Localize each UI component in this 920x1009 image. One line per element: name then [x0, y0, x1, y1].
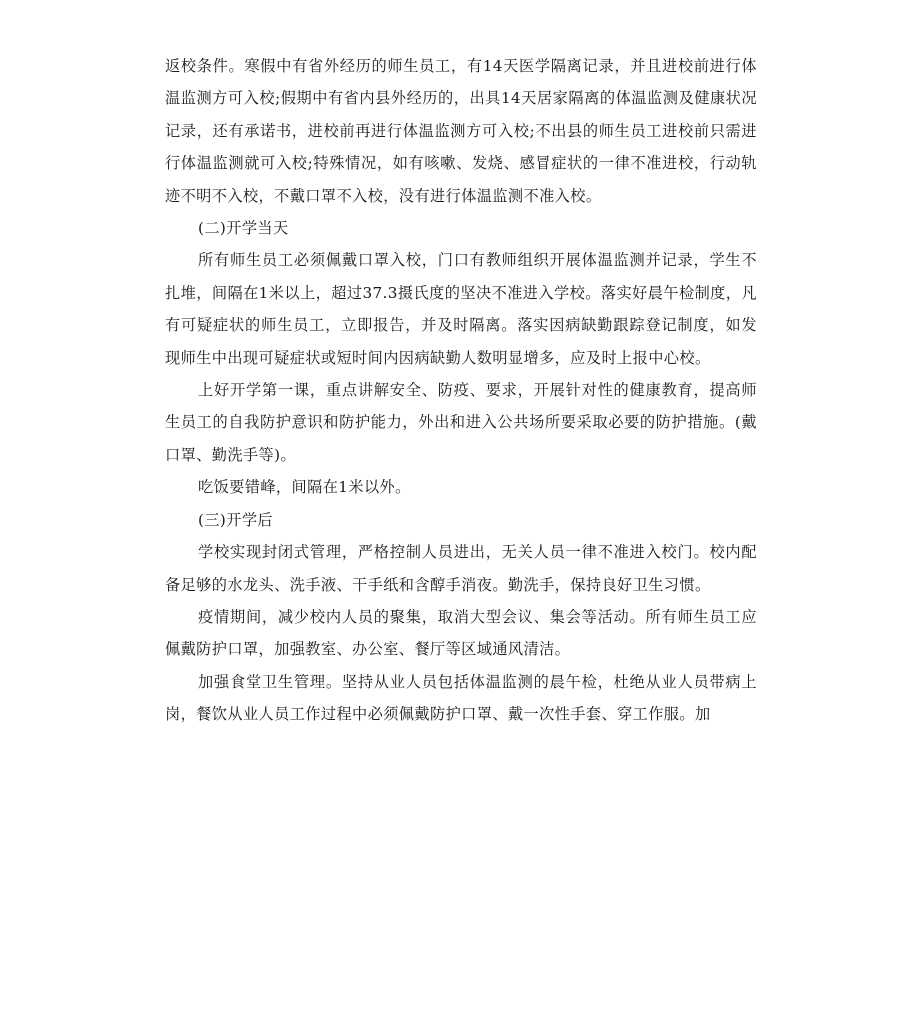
section-heading-opening-day: (二)开学当天	[198, 219, 289, 238]
paragraph-opening-day-screening: 所有师生员工必须佩戴口罩入校，门口有教师组织开展体温监测并记录，学生不扎堆，间隔在1米以上，超过37.3摄氏度的坚决不准进入学校。落实好晨午检制度，凡有可疑症状的师生员工，立即报告，并及时隔离。落实因病缺勤跟踪登记制度，如发现师生中出现可疑症状或短时间内因病缺勤人数明显增多，应及时上报中心校。	[165, 251, 757, 367]
paragraph-return-conditions: 返校条件。寒假中有省外经历的师生员工，有14天医学隔离记录，并且进校前进行体温监测方可入校;假期中有省内县外经历的，出具14天居家隔离的体温监测及健康状况记录，还有承诺书，进校前再进行体温监测方可入校;不出县的师生员工进校前只需进行体温监测就可入校;特殊情况，如有咳嗽、发烧、感冒症状的一律不准进校，行动轨迹不明不入校，不戴口罩不入校，没有进行体温监测不准入校。	[165, 57, 757, 205]
section-heading-after-opening: (三)开学后	[198, 510, 274, 529]
paragraph-first-lesson: 上好开学第一课，重点讲解安全、防疫、要求，开展针对性的健康教育，提高师生员工的自我防护意识和防护能力，外出和进入公共场所要采取必要的防护措施。(戴口罩、勤洗手等)。	[165, 381, 757, 464]
paragraph-closed-management: 学校实现封闭式管理，严格控制人员进出，无关人员一律不准进入校门。校内配备足够的水龙头、洗手液、干手纸和含醇手消夜。勤洗手，保持良好卫生习惯。	[165, 543, 757, 594]
paragraph-canteen-hygiene: 加强食堂卫生管理。坚持从业人员包括体温监测的晨午检，杜绝从业人员带病上岗，餐饮从业人员工作过程中必须佩戴防护口罩、戴一次性手套、穿工作服。加	[165, 672, 757, 724]
paragraph-staggered-meals: 吃饭要错峰，间隔在1米以外。	[198, 478, 411, 497]
paragraph-reduce-gatherings: 疫情期间，减少校内人员的聚集，取消大型会议、集会等活动。所有师生员工应佩戴防护口罩，加强教室、办公室、餐厅等区域通风清洁。	[165, 607, 757, 659]
document-page	[165, 50, 757, 731]
